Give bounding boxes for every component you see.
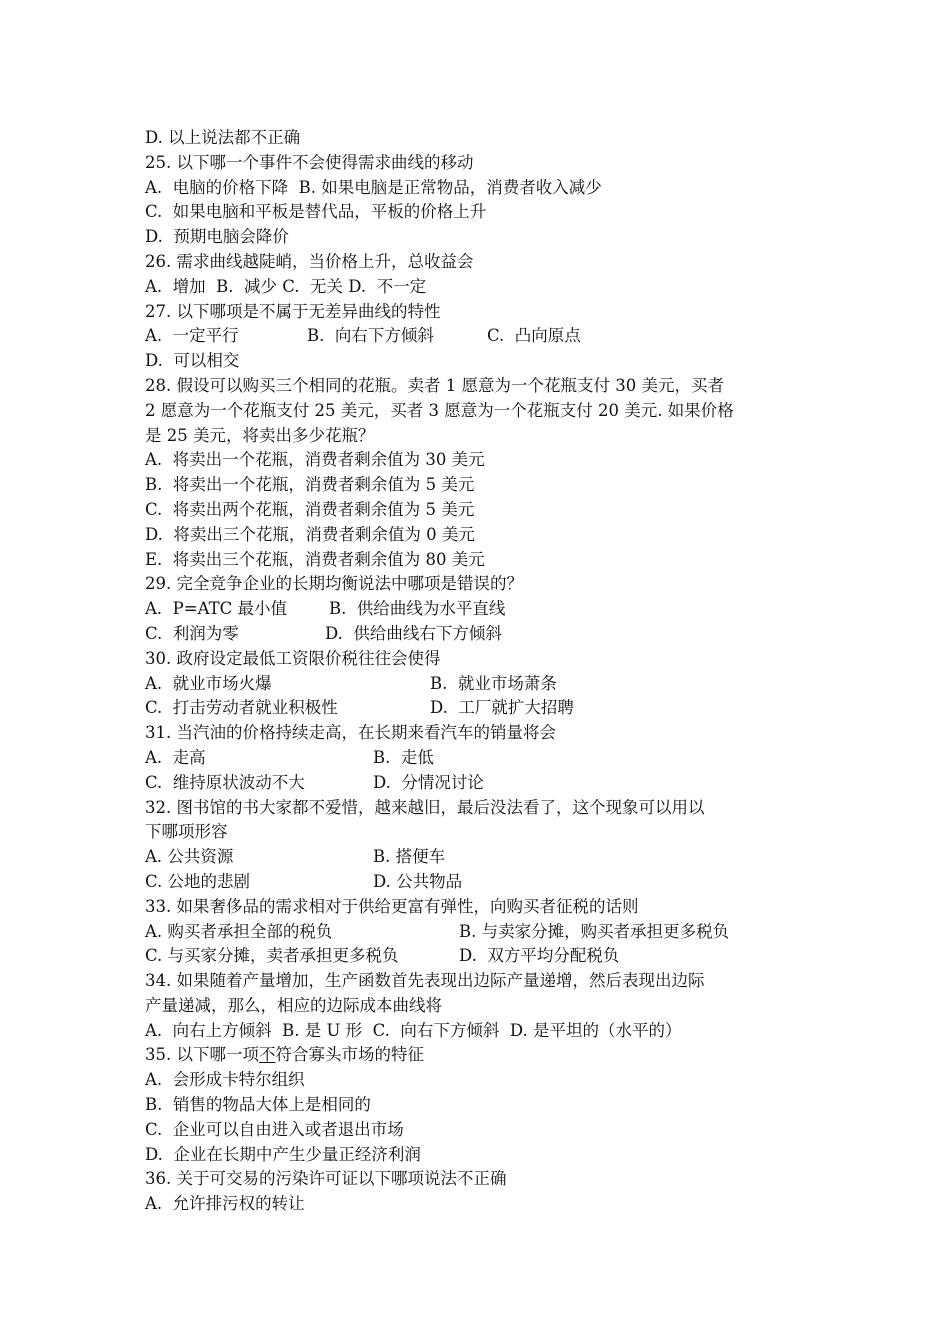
q29-option-d: D. 供给曲线右下方倾斜 (325, 623, 502, 643)
q29-option-c: C. 利润为零 (145, 623, 239, 643)
q34-options: A. 向右上方倾斜 B. 是 U 形 C. 向右下方倾斜 D. 是平坦的（水平的） (145, 1020, 682, 1040)
q29-option-b: B. 供给曲线为水平直线 (329, 599, 506, 619)
q25-option-d: D. 预期电脑会降价 (145, 227, 289, 247)
q35-option-b: B. 销售的物品大体上是相同的 (145, 1095, 371, 1115)
q32-option-b: B. 搭便车 (373, 847, 446, 867)
q30-options-cd (145, 696, 825, 721)
q29-options-cd (145, 622, 825, 647)
q35-stem (145, 1043, 825, 1068)
q28-option-b: B. 将卖出一个花瓶，消费者剩余值为 5 美元 (145, 475, 475, 495)
q32-stem-line-1: 32. 图书馆的书大家都不爱惜，越来越旧，最后没法看了，这个现象可以用以 (145, 797, 705, 817)
q28-stem-line-2: 2 愿意为一个花瓶支付 25 美元，买者 3 愿意为一个花瓶支付 20 美元. 如果价格 (145, 400, 734, 420)
q35-option-d: D. 企业在长期中产生少量正经济利润 (145, 1144, 421, 1164)
q27-options-abc (145, 324, 825, 349)
q27-option-c: C. 凸向原点 (487, 326, 581, 346)
q29-stem: 29. 完全竞争企业的长期均衡说法中哪项是错误的？ (145, 574, 523, 594)
q27-option-b: B. 向右下方倾斜 (307, 326, 434, 346)
q30-option-d: D. 工厂就扩大招聘 (430, 698, 574, 718)
q31-option-b: B. 走低 (373, 747, 434, 767)
q32-option-d: D. 公共物品 (373, 871, 463, 891)
q28-option-a: A. 将卖出一个花瓶，消费者剩余值为 30 美元 (145, 450, 485, 470)
q33-option-b: B. 与卖家分摊，购买者承担更多税负 (459, 921, 730, 941)
q25-stem: 25. 以下哪一个事件不会使得需求曲线的移动 (145, 152, 474, 172)
q33-option-a: A. 购买者承担全部的税负 (145, 921, 333, 941)
q24-option-d: D. 以上说法都不正确 (145, 128, 301, 147)
q28-stem-line-1: 28. 假设可以购买三个相同的花瓶。卖者 1 愿意为一个花瓶支付 30 美元，买者 (145, 375, 724, 395)
q31-option-d: D. 分情况讨论 (373, 772, 484, 792)
q35-stem-emphasis: 不 (259, 1045, 276, 1065)
q25-option-c: C. 如果电脑和平板是替代品，平板的价格上升 (145, 202, 487, 222)
q32-option-a: A. 公共资源 (145, 847, 234, 867)
q29-option-a: A. P=ATC 最小值 (145, 599, 287, 619)
q33-option-c: C. 与买家分摊，卖者承担更多税负 (145, 946, 399, 966)
q26-stem: 26. 需求曲线越陡峭，当价格上升，总收益会 (145, 251, 474, 271)
q35-option-a: A. 会形成卡特尔组织 (145, 1070, 305, 1090)
q28-option-c: C. 将卖出两个花瓶，消费者剩余值为 5 美元 (145, 499, 475, 519)
q30-option-a: A. 就业市场火爆 (145, 673, 272, 693)
q28-stem-line-3: 是 25 美元，将卖出多少花瓶？ (145, 425, 375, 445)
q28-option-d: D. 将卖出三个花瓶，消费者剩余值为 0 美元 (145, 524, 475, 544)
q27-stem: 27. 以下哪项是不属于无差异曲线的特性 (145, 301, 441, 321)
q27-option-d: D. 可以相交 (145, 351, 240, 371)
q35-stem-post: 符合寡头市场的特征 (275, 1045, 424, 1065)
q35-option-c: C. 企业可以自由进入或者退出市场 (145, 1119, 404, 1139)
q30-option-c: C. 打击劳动者就业积极性 (145, 698, 338, 718)
q36-option-a: A. 允许排污权的转让 (145, 1194, 305, 1214)
q26-options: A. 增加 B. 减少 C. 无关 D. 不一定 (145, 276, 427, 296)
q36-stem: 36. 关于可交易的污染许可证以下哪项说法不正确 (145, 1169, 507, 1189)
q32-option-c: C. 公地的悲剧 (145, 871, 251, 891)
q33-options-cd (145, 944, 825, 969)
q35-stem-pre: 35. 以下哪一项 (145, 1045, 259, 1065)
exam-content (145, 126, 825, 1217)
q33-option-d: D. 双方平均分配税负 (459, 946, 620, 966)
q25-options-ab: A. 电脑的价格下降 B. 如果电脑是正常物品，消费者收入减少 (145, 177, 602, 197)
q30-option-b: B. 就业市场萧条 (430, 673, 557, 693)
q32-options-cd (145, 870, 825, 895)
q29-options-ab (145, 597, 825, 622)
q31-options-ab (145, 746, 825, 771)
q31-stem: 31. 当汽油的价格持续走高，在长期来看汽车的销量将会 (145, 723, 556, 743)
q33-stem: 33. 如果奢侈品的需求相对于供给更富有弹性，向购买者征税的话则 (145, 896, 639, 916)
q31-option-c: C. 维持原状波动不大 (145, 772, 305, 792)
q33-options-ab (145, 920, 825, 945)
q32-stem-line-2: 下哪项形容 (145, 822, 228, 842)
q32-options-ab (145, 845, 825, 870)
q30-options-ab (145, 672, 825, 697)
q31-option-a: A. 走高 (145, 747, 206, 767)
q30-stem: 30. 政府设定最低工资限价税往往会使得 (145, 648, 441, 668)
q34-stem-line-1: 34. 如果随着产量增加，生产函数首先表现出边际产量递增，然后表现出边际 (145, 971, 705, 991)
q27-option-a: A. 一定平行 (145, 326, 239, 346)
q28-option-e: E. 将卖出三个花瓶，消费者剩余值为 80 美元 (145, 549, 485, 569)
q31-options-cd (145, 771, 825, 796)
q34-stem-line-2: 产量递减，那么，相应的边际成本曲线将 (145, 995, 442, 1015)
